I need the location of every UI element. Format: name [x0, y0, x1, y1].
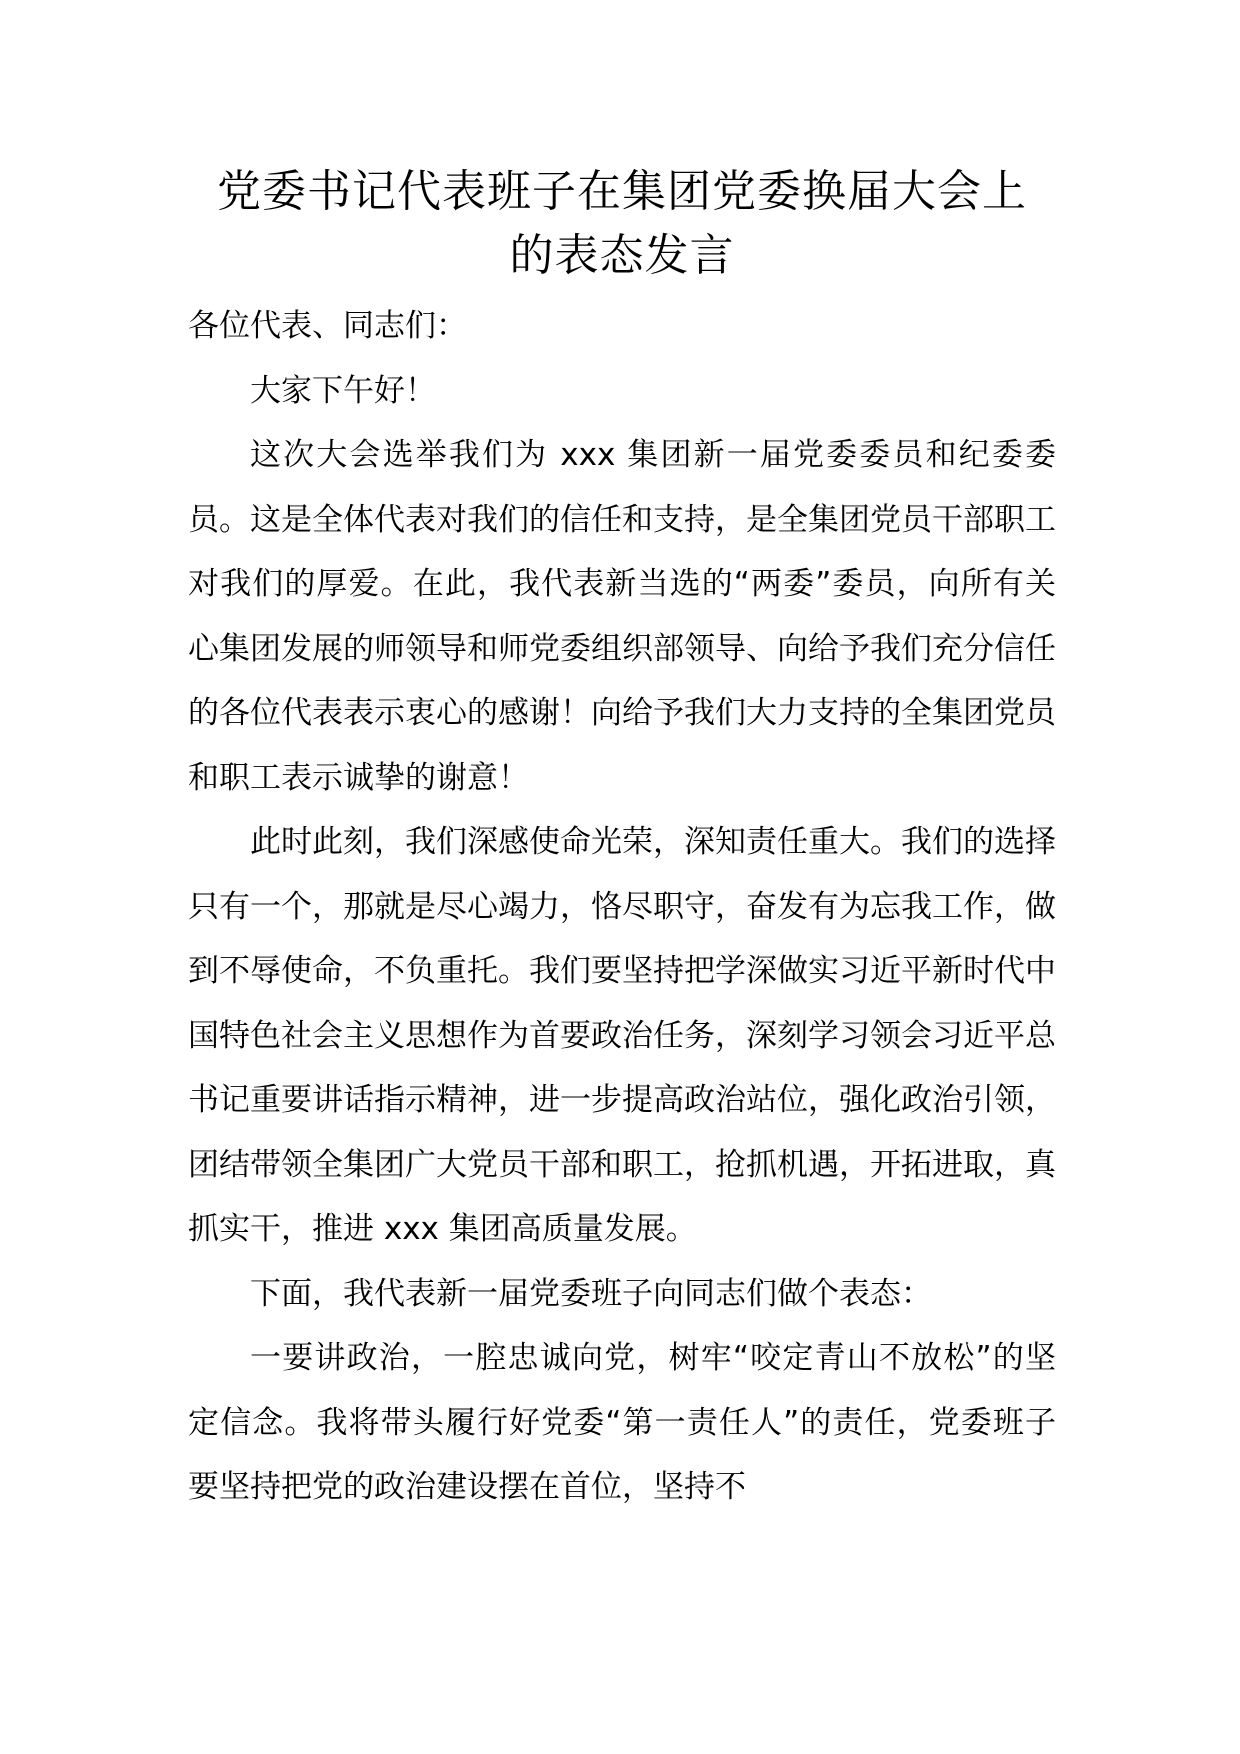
document-page [188, 160, 1056, 1520]
paragraph-greeting: 大家下午好！ [250, 372, 436, 409]
paragraph-mission: 此时此刻，我们深感使命光荣，深知责任重大。我们的选择只有一个，那就是尽心竭力，恪尽职守，奋发有为忘我工作，做到不辱使命，不负重托。我们要坚持把学深做实习近平新时代中国特色社会主义思想作为首要政治任务，深刻学习领会习近平总书记重要讲话指示精神，进一步提高政治站位，强化政治引领，团结带领全集团广大党员干部和职工，抢抓机遇，开拓进取，真抓实干，推进 xxx 集团高质量发展。 [188, 824, 1056, 1247]
title-line-1: 党委书记代表班子在集团党委换届大会上 [217, 166, 1027, 217]
paragraph-thanks: 这次大会选举我们为 xxx 集团新一届党委委员和纪委委员。这是全体代表对我们的信任和支持，是全集团党员干部职工对我们的厚爱。在此，我代表新当选的“两委”委员，向所有关心集团发展的师领导和师党委组织部领导、向给予我们充分信任的各位代表表示衷心的感谢！向给予我们大力支持的全集团党员和职工表示诚挚的谢意！ [188, 437, 1056, 796]
paragraph-pledge-intro: 下面，我代表新一届党委班子向同志们做个表态： [250, 1275, 932, 1312]
salutation: 各位代表、同志们： [188, 308, 467, 344]
title-line-2: 的表态发言 [509, 230, 735, 281]
paragraph-pledge-one: 一要讲政治，一腔忠诚向党，树牢“咬定青山不放松”的坚定信念。我将带头履行好党委“第一责任人”的责任，党委班子要坚持把党的政治建设摆在首位，坚持不 [188, 1340, 1056, 1505]
document-title [188, 160, 1056, 288]
